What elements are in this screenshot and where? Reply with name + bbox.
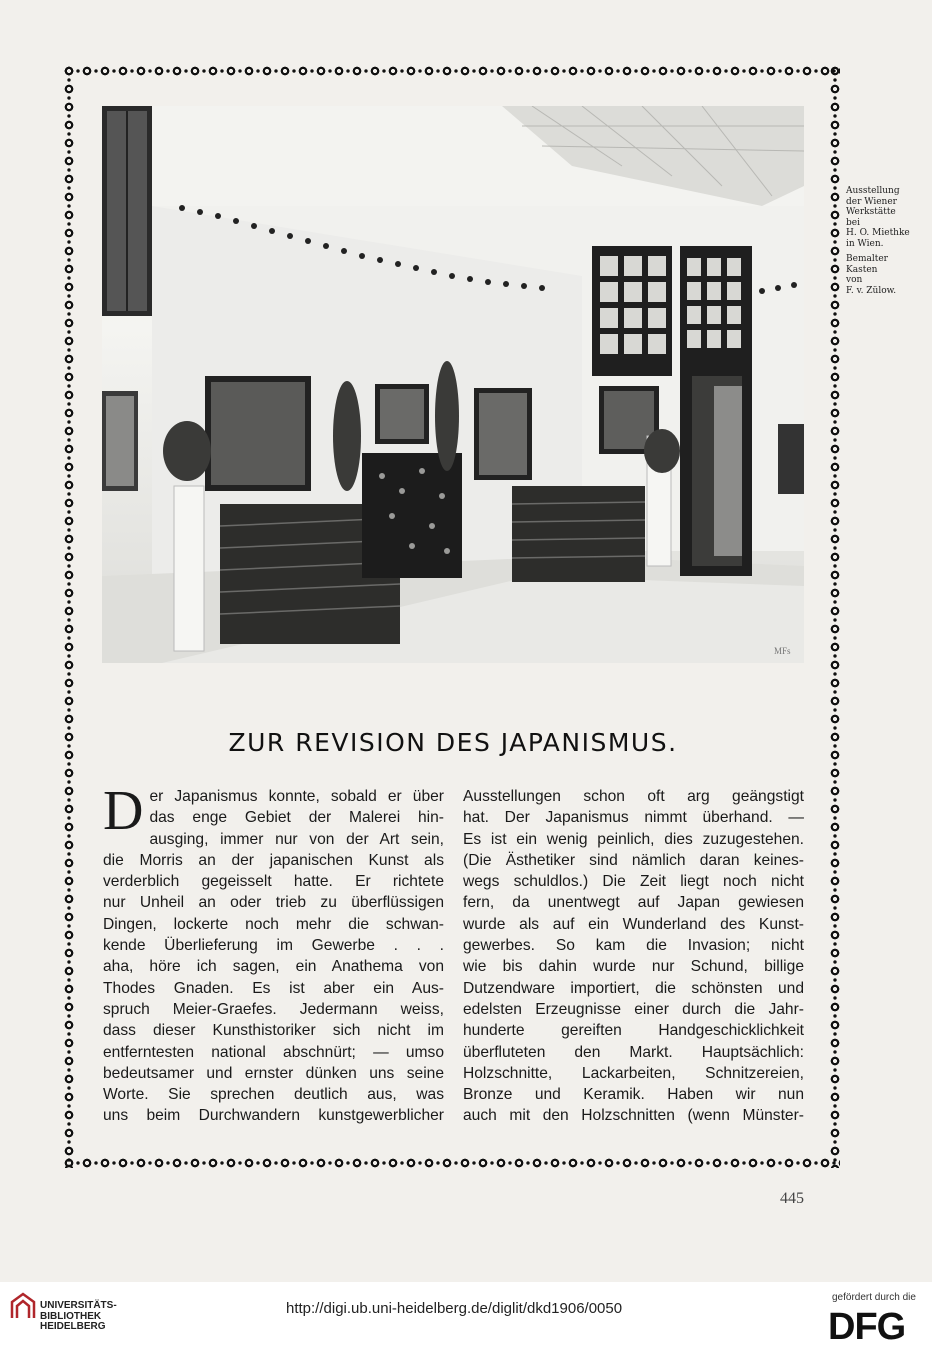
text-line: Bronze und Keramik. Haben wir nun bbox=[463, 1086, 804, 1104]
text-line: hunderte gereiften Handgeschicklichkeit bbox=[463, 1022, 804, 1040]
page-number: 445 bbox=[780, 1190, 804, 1207]
text-line: verderblich gegeisselt hatte. Er richtete bbox=[103, 873, 444, 891]
text-line: wegs schuldlos.) Die Zeit liegt noch nicht bbox=[463, 873, 804, 891]
text-line: hat. Der Japanismus nimmt überhand. — bbox=[463, 809, 804, 827]
text-line: das enge Gebiet der Malerei hin- bbox=[149, 809, 444, 827]
caption-line: von bbox=[846, 275, 863, 285]
text-line: Thodes Gnaden. Es ist aber ein Aus- bbox=[103, 979, 444, 997]
article-title: ZUR REVISION DES JAPANISMUS. bbox=[228, 728, 678, 757]
dfg-logo: DFG bbox=[828, 1306, 906, 1348]
text-line: Es ist ein wenig peinlich, dies zuzugestehen. bbox=[463, 830, 804, 848]
ornamental-border-right bbox=[830, 66, 840, 1168]
university-library-logo-icon bbox=[10, 1292, 36, 1320]
text-line: Worte. Sie sprechen deutlich aus, was bbox=[103, 1086, 444, 1104]
funding-note: gefördert durch die bbox=[832, 1292, 916, 1303]
text-line: überfluteten den Markt. Hauptsächlich: bbox=[463, 1043, 804, 1061]
ornamental-border-top bbox=[64, 66, 840, 76]
text-line: Dingen, lockerte noch mehr die schwan- bbox=[103, 915, 444, 933]
text-line: wurde als auf ein Wunderland des Kunst- bbox=[463, 915, 804, 933]
text-line: fern, da unentwegt auf Japan gewiesen bbox=[463, 894, 804, 912]
text-line: entferntesten national abschnürt; — umso bbox=[103, 1043, 444, 1061]
text-line: wie bis dahin wurde nur Schund, billige bbox=[463, 958, 804, 976]
library-name-line: BIBLIOTHEK bbox=[40, 1310, 102, 1322]
text-line: Ausstellungen schon oft arg geängstigt bbox=[463, 788, 804, 805]
ornamental-border-left bbox=[64, 66, 74, 1168]
exhibition-photo bbox=[102, 106, 804, 663]
text-line: gewerbes. So kam die Invasion; nicht bbox=[463, 937, 804, 955]
caption-line: der Wiener bbox=[846, 196, 897, 207]
drop-cap: D bbox=[103, 780, 144, 842]
permalink-url[interactable]: http://digi.ub.uni-heidelberg.de/diglit/dkd1906/0050 bbox=[286, 1300, 623, 1317]
text-line: spruch Meier-Graefes. Jedermann weiss, bbox=[103, 1000, 444, 1018]
text-line: edelsten Erzeugnisse einer durch die Jahr- bbox=[463, 1000, 804, 1018]
ornamental-border-bottom bbox=[64, 1158, 840, 1168]
text-line: die Morris an der japanischen Kunst als bbox=[103, 851, 444, 869]
caption-line: F. v. Zülow. bbox=[846, 285, 897, 296]
text-line: er Japanismus konnte, sobald er über bbox=[149, 788, 444, 805]
digitization-footer bbox=[0, 1282, 932, 1353]
text-line: dass dieser Kunsthistoriker sich nicht im bbox=[103, 1022, 444, 1040]
caption-line: Werkstätte bbox=[846, 207, 896, 217]
library-name-line: HEIDELBERG bbox=[40, 1321, 106, 1332]
text-line: kende Überlieferung im Gewerbe . . . bbox=[103, 937, 444, 955]
text-line: (Die Ästhetiker sind nämlich daran keines- bbox=[463, 851, 804, 869]
library-name bbox=[40, 1301, 117, 1333]
text-line: Holzschnitte, Lackarbeiten, Schnitzereien, bbox=[463, 1064, 804, 1082]
photo-caption bbox=[846, 186, 926, 296]
library-name-line: UNIVERSITÄTS- bbox=[40, 1300, 117, 1311]
caption-line: H. O. Miethke bbox=[846, 228, 910, 238]
article-column-right bbox=[463, 786, 804, 1127]
text-line: auch mit den Holzschnitten (wenn Münster- bbox=[463, 1107, 804, 1125]
caption-line: Ausstellung bbox=[846, 186, 900, 196]
caption-line: bei bbox=[846, 217, 860, 228]
article-column-left bbox=[103, 780, 444, 1127]
caption-line: Bemalter bbox=[846, 254, 888, 264]
photographer-mark: MFs bbox=[774, 646, 791, 656]
text-line: Dutzendware importiert, die schönsten und bbox=[463, 979, 804, 997]
caption-line: in Wien. bbox=[846, 238, 884, 249]
text-line: uns beim Durchwandern kunstgewerblicher bbox=[103, 1107, 444, 1125]
caption-line: Kasten bbox=[846, 264, 878, 275]
text-line: ausging, immer nur von der Art sein, bbox=[149, 830, 444, 848]
text-line: bedeutsamer und ernster dünken uns seine bbox=[103, 1064, 444, 1082]
text-line: nur Unheil an oder trieb zu überflüssigen bbox=[103, 894, 444, 912]
text-line: aha, höre ich sagen, ein Anathema von bbox=[103, 958, 444, 976]
